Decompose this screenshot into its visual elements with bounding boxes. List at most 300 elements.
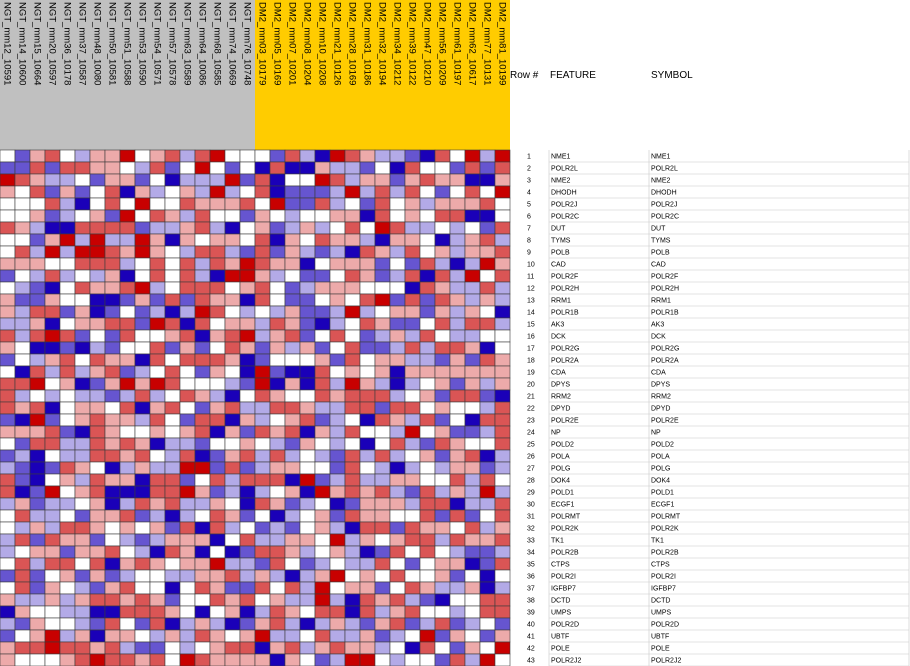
heatmap-cell — [240, 606, 255, 618]
heatmap-cell — [435, 426, 450, 438]
heatmap-cell — [75, 582, 90, 594]
heatmap-cell — [465, 570, 480, 582]
heatmap-cell — [270, 378, 285, 390]
heatmap-cell — [0, 462, 15, 474]
heatmap-cell — [195, 630, 210, 642]
heatmap-cell — [420, 414, 435, 426]
heatmap-cell — [300, 402, 315, 414]
heatmap-cell — [405, 606, 420, 618]
heatmap-cell — [270, 510, 285, 522]
heatmap-cell — [420, 438, 435, 450]
heatmap-cell — [135, 546, 150, 558]
heatmap-cell — [0, 534, 15, 546]
heatmap-cell — [285, 522, 300, 534]
row-number: 4 — [527, 189, 531, 197]
heatmap-cell — [480, 438, 495, 450]
heatmap-cell — [465, 354, 480, 366]
feature-cell: DPYS — [551, 381, 571, 389]
heatmap-cell — [300, 450, 315, 462]
heatmap-cell — [120, 654, 135, 666]
row-number: 26 — [527, 453, 535, 461]
heatmap-cell — [240, 570, 255, 582]
heatmap-cell — [105, 426, 120, 438]
heatmap-cell — [360, 498, 375, 510]
heatmap-cell — [210, 654, 225, 666]
heatmap-cell — [30, 150, 45, 162]
heatmap-cell — [420, 174, 435, 186]
heatmap-cell — [60, 594, 75, 606]
heatmap-cell — [120, 498, 135, 510]
heatmap-cell — [180, 282, 195, 294]
heatmap-cell — [45, 150, 60, 162]
heatmap-cell — [465, 222, 480, 234]
feature-cell: RRM1 — [551, 297, 571, 305]
heatmap-cell — [15, 558, 30, 570]
heatmap-cell — [165, 198, 180, 210]
heatmap-cell — [345, 306, 360, 318]
heatmap-cell — [300, 174, 315, 186]
heatmap-cell — [420, 534, 435, 546]
heatmap-cell — [105, 402, 120, 414]
heatmap-cell — [420, 642, 435, 654]
heatmap-cell — [15, 294, 30, 306]
heatmap-cell — [195, 234, 210, 246]
heatmap-cell — [0, 366, 15, 378]
heatmap-cell — [30, 486, 45, 498]
symbol-cell: POLR2D — [651, 621, 680, 629]
heatmap-cell — [150, 150, 165, 162]
heatmap-cell — [180, 654, 195, 666]
heatmap-cell — [30, 222, 45, 234]
heatmap-cell — [60, 186, 75, 198]
heatmap-cell — [480, 534, 495, 546]
heatmap-cell — [255, 222, 270, 234]
row-number: 40 — [527, 621, 535, 629]
heatmap-cell — [150, 642, 165, 654]
heatmap-cell — [255, 258, 270, 270]
heatmap-cell — [435, 618, 450, 630]
heatmap-cell — [345, 450, 360, 462]
heatmap-cell — [45, 282, 60, 294]
heatmap-cell — [255, 486, 270, 498]
heatmap-cell — [315, 174, 330, 186]
heatmap-cell — [30, 186, 45, 198]
heatmap-cell — [30, 426, 45, 438]
heatmap-cell — [495, 318, 510, 330]
heatmap-cell — [0, 150, 15, 162]
heatmap-cell — [375, 270, 390, 282]
feature-cell: POLR2E — [551, 417, 579, 425]
heatmap-cell — [270, 570, 285, 582]
heatmap-cell — [225, 258, 240, 270]
heatmap-cell — [225, 234, 240, 246]
heatmap-cell — [270, 342, 285, 354]
heatmap-cell — [450, 210, 465, 222]
heatmap-cell — [195, 282, 210, 294]
heatmap-cell — [405, 498, 420, 510]
heatmap-cell — [180, 618, 195, 630]
heatmap-cell — [420, 546, 435, 558]
heatmap-cell — [480, 654, 495, 666]
feature-header: FEATURE — [550, 70, 596, 81]
heatmap-cell — [465, 546, 480, 558]
heatmap-cell — [75, 258, 90, 270]
heatmap-cell — [15, 282, 30, 294]
heatmap-cell — [225, 306, 240, 318]
heatmap-cell — [330, 462, 345, 474]
heatmap-cell — [285, 390, 300, 402]
heatmap-cell — [150, 186, 165, 198]
heatmap-cell — [135, 594, 150, 606]
heatmap-cell — [210, 222, 225, 234]
heatmap-cell — [15, 390, 30, 402]
heatmap-cell — [60, 330, 75, 342]
heatmap-cell — [30, 294, 45, 306]
heatmap-cell — [45, 306, 60, 318]
heatmap-cell — [300, 414, 315, 426]
heatmap-cell — [60, 414, 75, 426]
heatmap-cell — [255, 354, 270, 366]
heatmap-cell — [210, 426, 225, 438]
heatmap-cell — [30, 174, 45, 186]
heatmap-cell — [195, 414, 210, 426]
heatmap-cell — [75, 450, 90, 462]
heatmap-cell — [435, 570, 450, 582]
heatmap-cell — [15, 606, 30, 618]
heatmap-cell — [30, 258, 45, 270]
heatmap-cell — [345, 498, 360, 510]
heatmap-cell — [375, 534, 390, 546]
heatmap-cell — [45, 426, 60, 438]
column-label: DM2_mm05_10169 — [271, 2, 283, 86]
heatmap-cell — [195, 150, 210, 162]
heatmap-cell — [165, 618, 180, 630]
heatmap-cell — [360, 306, 375, 318]
heatmap-cell — [45, 654, 60, 666]
heatmap-cell — [420, 186, 435, 198]
heatmap-cell — [240, 270, 255, 282]
heatmap-cell — [180, 366, 195, 378]
heatmap-cell — [90, 258, 105, 270]
heatmap-cell — [15, 426, 30, 438]
symbol-cell: DCK — [651, 333, 666, 341]
heatmap-cell — [450, 222, 465, 234]
heatmap-cell — [315, 642, 330, 654]
heatmap-cell — [165, 378, 180, 390]
heatmap-cell — [345, 294, 360, 306]
heatmap-cell — [465, 198, 480, 210]
heatmap-cell — [420, 474, 435, 486]
heatmap-cell — [75, 390, 90, 402]
heatmap-cell — [90, 390, 105, 402]
heatmap-cell — [315, 342, 330, 354]
heatmap-cell — [270, 522, 285, 534]
symbol-cell: NP — [651, 429, 661, 437]
row-number: 20 — [527, 381, 535, 389]
heatmap-cell — [120, 246, 135, 258]
heatmap-cell — [345, 162, 360, 174]
heatmap-cell — [255, 522, 270, 534]
heatmap-cell — [360, 450, 375, 462]
heatmap-cell — [210, 234, 225, 246]
heatmap-cell — [450, 570, 465, 582]
heatmap-cell — [105, 174, 120, 186]
heatmap-cell — [375, 378, 390, 390]
heatmap-cell — [345, 426, 360, 438]
heatmap-cell — [390, 654, 405, 666]
heatmap-cell — [285, 558, 300, 570]
heatmap-cell — [330, 510, 345, 522]
heatmap-cell — [255, 474, 270, 486]
heatmap-cell — [360, 582, 375, 594]
heatmap-cell — [135, 438, 150, 450]
heatmap-cell — [390, 270, 405, 282]
heatmap-cell — [240, 222, 255, 234]
heatmap-cell — [0, 342, 15, 354]
heatmap-cell — [150, 426, 165, 438]
heatmap-cell — [285, 258, 300, 270]
heatmap-cell — [330, 150, 345, 162]
heatmap-cell — [195, 198, 210, 210]
heatmap-cell — [405, 558, 420, 570]
heatmap-cell — [45, 474, 60, 486]
heatmap-cell — [255, 594, 270, 606]
heatmap-cell — [240, 630, 255, 642]
heatmap-cell — [240, 390, 255, 402]
heatmap-cell — [345, 258, 360, 270]
heatmap-cell — [90, 282, 105, 294]
heatmap-cell — [405, 246, 420, 258]
heatmap-cell — [180, 342, 195, 354]
heatmap-cell — [120, 474, 135, 486]
heatmap-cell — [450, 246, 465, 258]
heatmap-cell — [315, 438, 330, 450]
heatmap-cell — [180, 462, 195, 474]
heatmap-cell — [0, 630, 15, 642]
heatmap-cell — [300, 474, 315, 486]
heatmap-cell — [150, 318, 165, 330]
heatmap-cell — [345, 342, 360, 354]
heatmap-cell — [405, 534, 420, 546]
feature-cell: POLR2B — [551, 549, 579, 557]
heatmap-cell — [210, 450, 225, 462]
heatmap-cell — [30, 402, 45, 414]
heatmap-cell — [120, 294, 135, 306]
heatmap-cell — [30, 582, 45, 594]
feature-cell: TK1 — [551, 537, 564, 545]
heatmap-cell — [390, 414, 405, 426]
heatmap-cell — [360, 234, 375, 246]
heatmap-cell — [15, 486, 30, 498]
symbol-cell: POLR2C — [651, 213, 680, 221]
heatmap-cell — [465, 186, 480, 198]
heatmap-cell — [240, 486, 255, 498]
heatmap-cell — [240, 498, 255, 510]
heatmap-cell — [315, 354, 330, 366]
heatmap-cell — [0, 174, 15, 186]
heatmap-cell — [225, 318, 240, 330]
heatmap-cell — [15, 174, 30, 186]
heatmap-cell — [45, 294, 60, 306]
heatmap-cell — [60, 294, 75, 306]
heatmap-cell — [405, 594, 420, 606]
heatmap-cell — [30, 282, 45, 294]
heatmap-cell — [465, 462, 480, 474]
heatmap-cell — [225, 246, 240, 258]
column-label: NGT_mm54_10571 — [151, 2, 163, 86]
heatmap-cell — [495, 486, 510, 498]
heatmap-cell — [495, 210, 510, 222]
heatmap-cell — [45, 378, 60, 390]
column-label: DM2_mm34_10212 — [391, 2, 403, 86]
heatmap-cell — [135, 306, 150, 318]
heatmap-cell — [90, 558, 105, 570]
heatmap-cell — [255, 366, 270, 378]
heatmap-cell — [375, 522, 390, 534]
heatmap-cell — [90, 426, 105, 438]
heatmap-cell — [15, 474, 30, 486]
heatmap-cell — [75, 462, 90, 474]
row-number: 3 — [527, 177, 531, 185]
heatmap-cell — [180, 222, 195, 234]
heatmap-cell — [195, 186, 210, 198]
heatmap-cell — [240, 582, 255, 594]
heatmap-cell — [225, 174, 240, 186]
heatmap-cell — [405, 570, 420, 582]
heatmap-cell — [285, 282, 300, 294]
heatmap-cell — [120, 522, 135, 534]
heatmap-cell — [285, 354, 300, 366]
heatmap-cell — [30, 618, 45, 630]
heatmap-cell — [255, 294, 270, 306]
heatmap-cell — [495, 234, 510, 246]
heatmap-cell — [0, 234, 15, 246]
heatmap-cell — [330, 282, 345, 294]
heatmap-cell — [150, 270, 165, 282]
heatmap-cell — [495, 630, 510, 642]
heatmap-cell — [420, 162, 435, 174]
column-label: NGT_mm50_10581 — [106, 2, 118, 86]
heatmap-cell — [480, 330, 495, 342]
heatmap-cell — [375, 558, 390, 570]
heatmap-cell — [90, 582, 105, 594]
heatmap-cell — [345, 330, 360, 342]
heatmap-cell — [435, 150, 450, 162]
heatmap-cell — [405, 486, 420, 498]
heatmap-cell — [465, 486, 480, 498]
column-label: DM2_mm08_10204 — [301, 2, 313, 86]
heatmap-cell — [300, 342, 315, 354]
heatmap-cell — [240, 558, 255, 570]
heatmap-cell — [405, 258, 420, 270]
heatmap-cell — [15, 342, 30, 354]
column-label: NGT_mm53_10590 — [136, 2, 148, 86]
heatmap-cell — [120, 438, 135, 450]
heatmap-cell — [225, 462, 240, 474]
heatmap-cell — [15, 162, 30, 174]
heatmap-cell — [105, 186, 120, 198]
heatmap-cell — [375, 390, 390, 402]
heatmap-cell — [450, 606, 465, 618]
heatmap-cell — [210, 474, 225, 486]
heatmap-cell — [30, 342, 45, 354]
heatmap-cell — [225, 330, 240, 342]
heatmap-cell — [375, 366, 390, 378]
heatmap-cell — [60, 426, 75, 438]
feature-cell: POLD1 — [551, 489, 574, 497]
feature-cell: POLB — [551, 249, 570, 257]
heatmap-cell — [435, 258, 450, 270]
heatmap-cell — [60, 390, 75, 402]
heatmap-cell — [435, 222, 450, 234]
heatmap-cell — [390, 306, 405, 318]
heatmap-cell — [270, 354, 285, 366]
heatmap-cell — [150, 630, 165, 642]
heatmap-cell — [165, 390, 180, 402]
heatmap-cell — [300, 534, 315, 546]
feature-cell: POLR2G — [551, 345, 580, 353]
heatmap-cell — [30, 378, 45, 390]
heatmap-cell — [30, 510, 45, 522]
symbol-cell: POLR1B — [651, 309, 679, 317]
row-number: 1 — [527, 153, 531, 161]
heatmap-cell — [45, 222, 60, 234]
heatmap-cell — [195, 558, 210, 570]
heatmap-cell — [300, 318, 315, 330]
heatmap-cell — [225, 378, 240, 390]
heatmap-cell — [360, 402, 375, 414]
heatmap-cell — [15, 630, 30, 642]
heatmap-cell — [60, 210, 75, 222]
heatmap-cell — [375, 630, 390, 642]
heatmap-cell — [465, 246, 480, 258]
heatmap-cell — [30, 570, 45, 582]
heatmap-cell — [465, 642, 480, 654]
heatmap-cell — [45, 174, 60, 186]
heatmap-cell — [225, 162, 240, 174]
heatmap-cell — [90, 594, 105, 606]
heatmap-cell — [345, 462, 360, 474]
heatmap-cell — [450, 438, 465, 450]
heatmap-cell — [285, 270, 300, 282]
symbol-cell: DUT — [651, 225, 666, 233]
row-number: 34 — [527, 549, 535, 557]
heatmap-cell — [450, 366, 465, 378]
symbol-cell: POLR2G — [651, 345, 680, 353]
heatmap-cell — [420, 450, 435, 462]
heatmap-cell — [120, 510, 135, 522]
heatmap-cell — [285, 582, 300, 594]
heatmap-cell — [420, 486, 435, 498]
heatmap-cell — [495, 606, 510, 618]
heatmap-cell — [450, 186, 465, 198]
heatmap-cell — [210, 174, 225, 186]
heatmap-cell — [255, 606, 270, 618]
heatmap-cell — [450, 462, 465, 474]
heatmap-cell — [135, 486, 150, 498]
heatmap-cell — [480, 282, 495, 294]
row-number-header: Row # — [510, 70, 539, 81]
heatmap-cell — [90, 402, 105, 414]
heatmap-cell — [315, 378, 330, 390]
heatmap-cell — [360, 198, 375, 210]
heatmap-cell — [315, 570, 330, 582]
heatmap-cell — [300, 438, 315, 450]
row-number: 22 — [527, 405, 535, 413]
heatmap-cell — [330, 378, 345, 390]
heatmap-cell — [225, 186, 240, 198]
heatmap-cell — [465, 534, 480, 546]
